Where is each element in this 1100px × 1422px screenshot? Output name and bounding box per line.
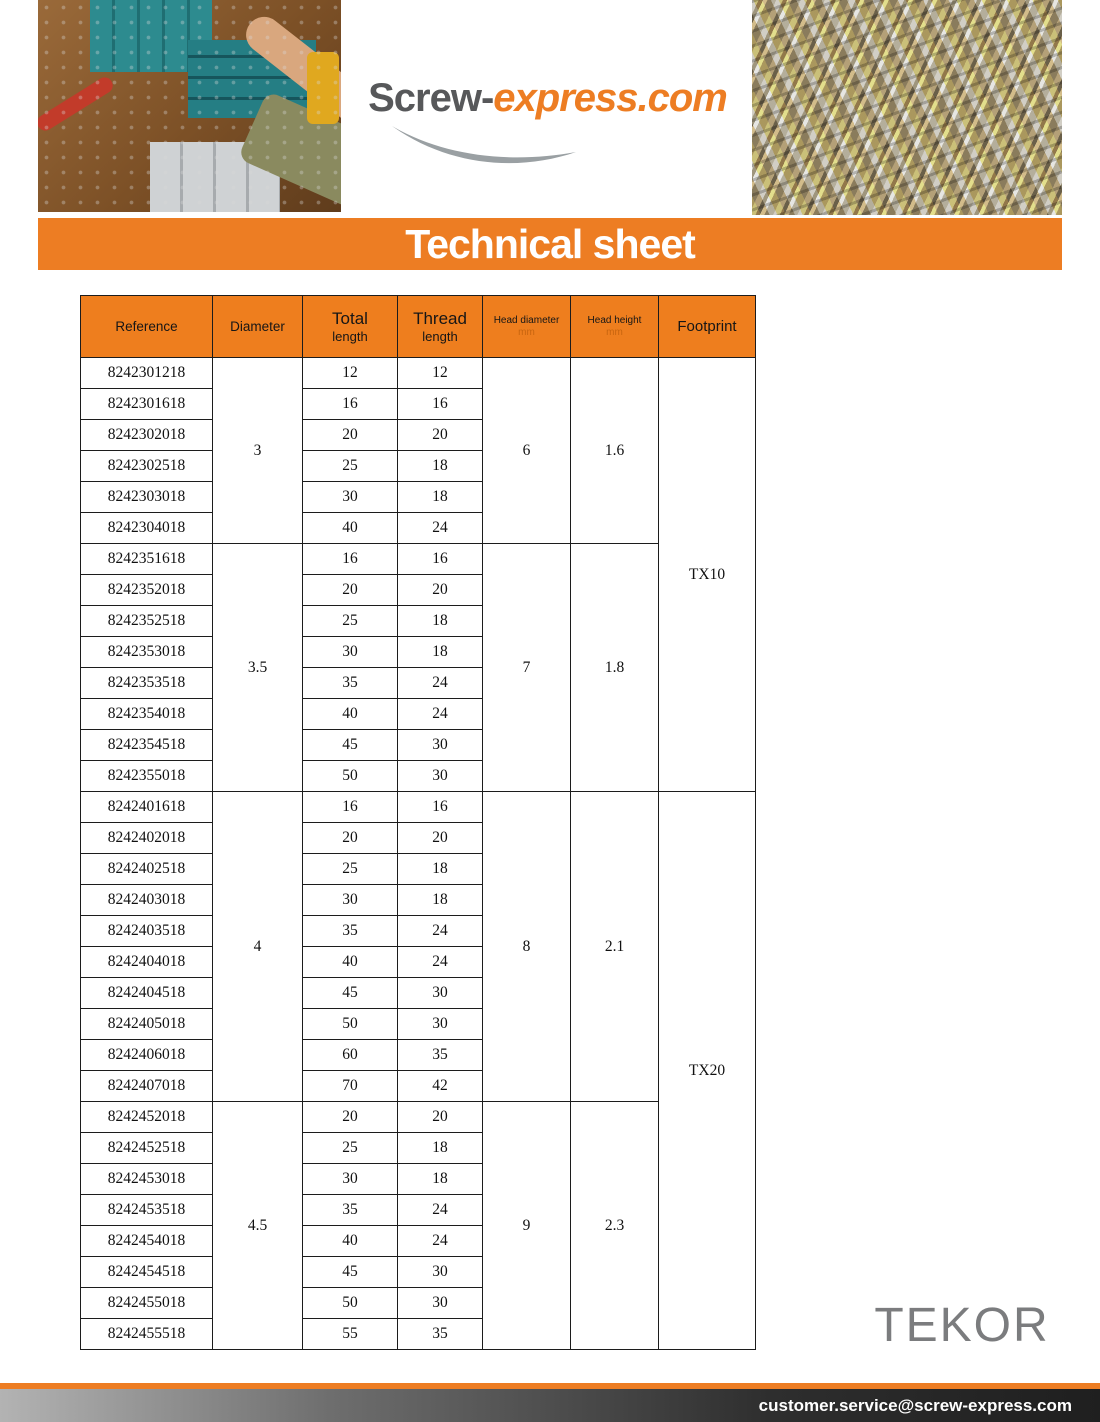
page-title: Technical sheet (405, 221, 695, 267)
hand-shape (239, 10, 341, 131)
table-row (81, 1102, 756, 1133)
col-header-head-diameter-label: Head diameter (493, 315, 560, 326)
reference-cell: 8242405018 (81, 1009, 213, 1040)
head-diameter-cell: 6 (483, 358, 571, 544)
reference-cell: 8242352018 (81, 575, 213, 606)
reference-cell: 8242354518 (81, 730, 213, 761)
thread-length-cell: 18 (398, 854, 483, 885)
reference-cell: 8242406018 (81, 1040, 213, 1071)
col-header-total-length (303, 296, 398, 358)
sleeve-shape (237, 91, 341, 212)
thread-length-cell: 20 (398, 575, 483, 606)
thread-length-cell: 30 (398, 761, 483, 792)
col-header-thread-main: Thread (413, 308, 467, 328)
total-length-cell: 20 (303, 1102, 398, 1133)
logo (345, 76, 750, 121)
head-height-cell: 2.1 (571, 792, 659, 1102)
total-length-cell: 70 (303, 1071, 398, 1102)
total-length-cell: 55 (303, 1319, 398, 1350)
reference-cell: 8242455518 (81, 1319, 213, 1350)
col-header-thread-length (398, 296, 483, 358)
total-length-cell: 16 (303, 544, 398, 575)
table-row (81, 544, 756, 575)
reference-cell: 8242453518 (81, 1195, 213, 1226)
total-length-cell: 45 (303, 1257, 398, 1288)
thread-length-cell: 18 (398, 482, 483, 513)
col-header-head-height-unit: mm (606, 327, 623, 338)
col-header-reference: Reference (81, 296, 213, 358)
total-length-cell: 16 (303, 792, 398, 823)
thread-length-cell: 16 (398, 544, 483, 575)
thread-length-cell: 20 (398, 823, 483, 854)
reference-cell: 8242301618 (81, 389, 213, 420)
reference-cell: 8242403518 (81, 916, 213, 947)
thread-length-cell: 16 (398, 389, 483, 420)
reference-cell: 8242404018 (81, 947, 213, 978)
thread-length-cell: 18 (398, 451, 483, 482)
col-header-head-diameter-unit: mm (518, 327, 535, 338)
footprint-cell: TX20 (659, 792, 756, 1350)
head-height-cell: 1.6 (571, 358, 659, 544)
thread-length-cell: 12 (398, 358, 483, 389)
reference-cell: 8242404518 (81, 978, 213, 1009)
technical-table (80, 295, 756, 1350)
thread-length-cell: 24 (398, 1195, 483, 1226)
col-header-footprint: Footprint (659, 296, 756, 358)
reference-cell: 8242352518 (81, 606, 213, 637)
reference-cell: 8242353018 (81, 637, 213, 668)
thread-length-cell: 30 (398, 730, 483, 761)
footprint-cell: TX10 (659, 358, 756, 792)
reference-cell: 8242351618 (81, 544, 213, 575)
customer-service-email: customer.service@screw-express.com (758, 1396, 1072, 1415)
thread-length-cell: 24 (398, 947, 483, 978)
reference-cell: 8242301218 (81, 358, 213, 389)
reference-cell: 8242402018 (81, 823, 213, 854)
total-length-cell: 60 (303, 1040, 398, 1071)
thread-length-cell: 30 (398, 1009, 483, 1040)
table-row (81, 792, 756, 823)
thread-length-cell: 20 (398, 420, 483, 451)
col-header-thread-sub: length (422, 328, 458, 344)
total-length-cell: 16 (303, 389, 398, 420)
reference-cell: 8242454518 (81, 1257, 213, 1288)
reference-cell: 8242354018 (81, 699, 213, 730)
total-length-cell: 30 (303, 637, 398, 668)
screws-pile-photo (752, 0, 1062, 215)
thread-length-cell: 30 (398, 1257, 483, 1288)
col-header-head-height-label: Head height (587, 315, 642, 326)
total-length-cell: 30 (303, 885, 398, 916)
col-header-head-height (571, 296, 659, 358)
drill-shape (307, 52, 339, 124)
total-length-cell: 12 (303, 358, 398, 389)
total-length-cell: 25 (303, 854, 398, 885)
total-length-cell: 45 (303, 978, 398, 1009)
thread-length-cell: 18 (398, 1164, 483, 1195)
thread-length-cell: 35 (398, 1040, 483, 1071)
reference-cell: 8242452018 (81, 1102, 213, 1133)
reference-cell: 8242302018 (81, 420, 213, 451)
reference-cell: 8242355018 (81, 761, 213, 792)
head-diameter-cell: 7 (483, 544, 571, 792)
total-length-cell: 35 (303, 1195, 398, 1226)
thread-length-cell: 42 (398, 1071, 483, 1102)
total-length-cell: 40 (303, 699, 398, 730)
thread-length-cell: 24 (398, 513, 483, 544)
diameter-cell: 3 (213, 358, 303, 544)
reference-cell: 8242455018 (81, 1288, 213, 1319)
reference-cell: 8242453018 (81, 1164, 213, 1195)
total-length-cell: 25 (303, 1133, 398, 1164)
col-header-total-main: Total (332, 308, 368, 328)
logo-swoosh-icon (388, 120, 583, 172)
parts-tray (150, 142, 280, 212)
logo-text-prefix: Screw- (368, 76, 494, 120)
workbench-photo (38, 0, 341, 212)
diameter-cell: 3.5 (213, 544, 303, 792)
total-length-cell: 25 (303, 451, 398, 482)
total-length-cell: 30 (303, 482, 398, 513)
thread-length-cell: 18 (398, 637, 483, 668)
head-diameter-cell: 9 (483, 1102, 571, 1350)
screw-organizer-box (90, 0, 212, 72)
total-length-cell: 50 (303, 761, 398, 792)
thread-length-cell: 24 (398, 1226, 483, 1257)
screwdriver-shape (38, 74, 116, 133)
reference-cell: 8242401618 (81, 792, 213, 823)
thread-length-cell: 24 (398, 668, 483, 699)
table-body (81, 358, 756, 1350)
col-header-diameter: Diameter (213, 296, 303, 358)
head-height-cell: 2.3 (571, 1102, 659, 1350)
thread-length-cell: 20 (398, 1102, 483, 1133)
total-length-cell: 30 (303, 1164, 398, 1195)
col-header-head-diameter (483, 296, 571, 358)
reference-cell: 8242454018 (81, 1226, 213, 1257)
thread-length-cell: 18 (398, 885, 483, 916)
thread-length-cell: 16 (398, 792, 483, 823)
reference-cell: 8242353518 (81, 668, 213, 699)
total-length-cell: 20 (303, 420, 398, 451)
total-length-cell: 20 (303, 823, 398, 854)
total-length-cell: 35 (303, 668, 398, 699)
reference-cell: 8242407018 (81, 1071, 213, 1102)
title-banner (38, 218, 1062, 270)
total-length-cell: 45 (303, 730, 398, 761)
logo-text-suffix: express.com (493, 76, 727, 120)
total-length-cell: 40 (303, 1226, 398, 1257)
reference-cell: 8242304018 (81, 513, 213, 544)
thread-length-cell: 30 (398, 978, 483, 1009)
thread-length-cell: 18 (398, 606, 483, 637)
col-header-total-sub: length (332, 328, 368, 344)
tekor-brand-mark: TEKOR (874, 1299, 1050, 1352)
table-header (81, 296, 756, 358)
total-length-cell: 40 (303, 513, 398, 544)
reference-cell: 8242302518 (81, 451, 213, 482)
footer-bar (0, 1383, 1100, 1422)
total-length-cell: 25 (303, 606, 398, 637)
thread-length-cell: 24 (398, 699, 483, 730)
head-diameter-cell: 8 (483, 792, 571, 1102)
diameter-cell: 4 (213, 792, 303, 1102)
table-row (81, 358, 756, 389)
total-length-cell: 40 (303, 947, 398, 978)
screw-organizer-box (188, 40, 316, 118)
reference-cell: 8242403018 (81, 885, 213, 916)
table-header-row (81, 296, 756, 358)
thread-length-cell: 18 (398, 1133, 483, 1164)
total-length-cell: 50 (303, 1009, 398, 1040)
head-height-cell: 1.8 (571, 544, 659, 792)
reference-cell: 8242402518 (81, 854, 213, 885)
diameter-cell: 4.5 (213, 1102, 303, 1350)
total-length-cell: 20 (303, 575, 398, 606)
thread-length-cell: 30 (398, 1288, 483, 1319)
thread-length-cell: 35 (398, 1319, 483, 1350)
thread-length-cell: 24 (398, 916, 483, 947)
reference-cell: 8242452518 (81, 1133, 213, 1164)
total-length-cell: 50 (303, 1288, 398, 1319)
reference-cell: 8242303018 (81, 482, 213, 513)
total-length-cell: 35 (303, 916, 398, 947)
